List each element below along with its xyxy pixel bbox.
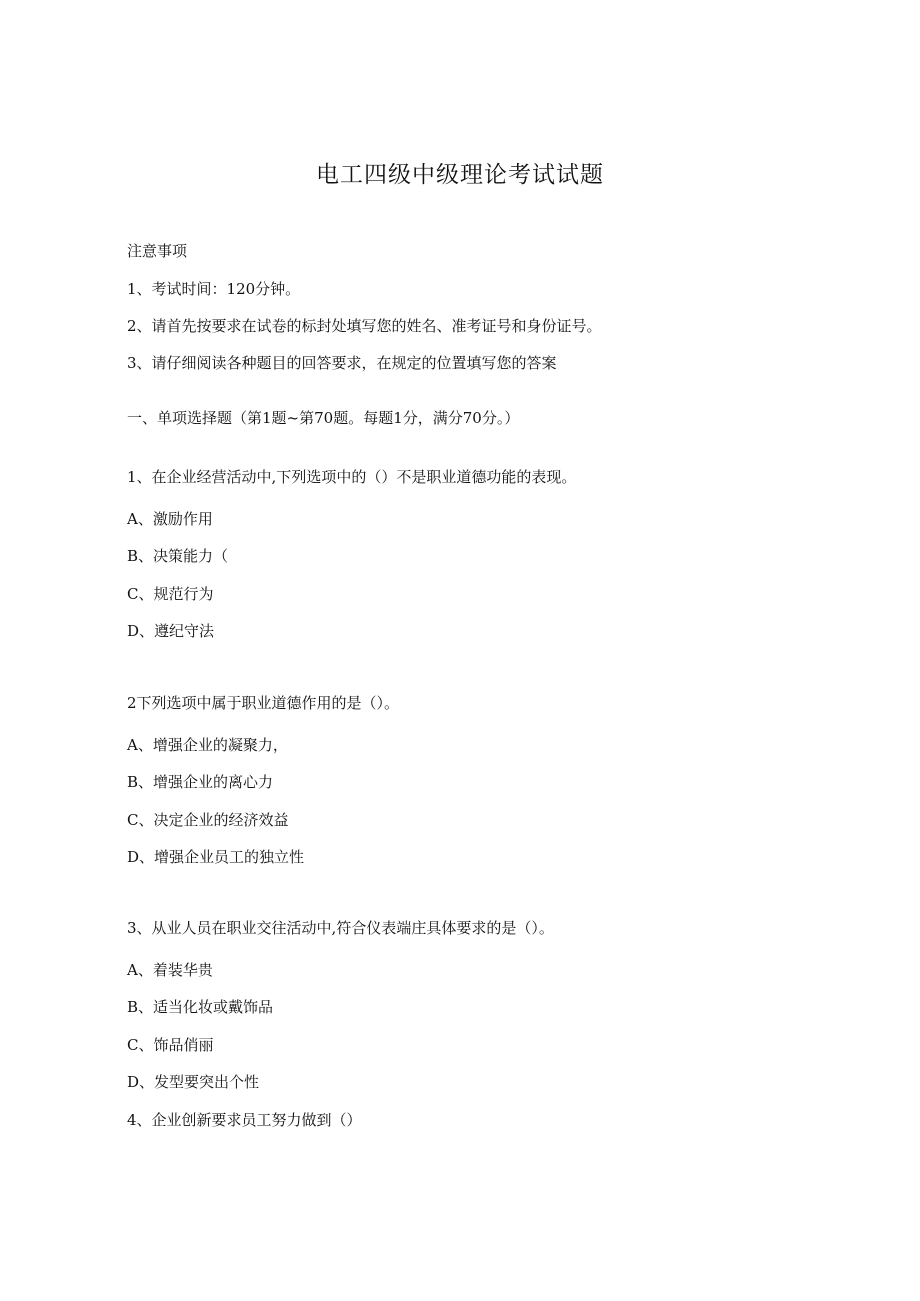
question-1-option-d: D、遵纪守法 xyxy=(127,622,215,640)
notice-item-read-carefully: 3、请仔细阅读各种题目的回答要求，在规定的位置填写您的答案 xyxy=(127,354,557,372)
question-3-option-d: D、发型要突出个性 xyxy=(127,1073,260,1091)
question-3-option-a: A、着装华贵 xyxy=(127,961,213,979)
question-4-stem: 4、企业创新要求员工努力做到（） xyxy=(127,1111,362,1129)
question-3-option-c: C、饰品俏丽 xyxy=(127,1036,214,1054)
question-1-option-a: A、激励作用 xyxy=(127,510,213,528)
notice-item-fill-info: 2、请首先按要求在试卷的标封处填写您的姓名、准考证号和身份证号。 xyxy=(127,317,602,335)
question-1-stem: 1、在企业经营活动中,下列选项中的（）不是职业道德功能的表现。 xyxy=(127,468,577,486)
question-1-option-b: B、决策能力（ xyxy=(127,547,229,565)
question-2-stem: 2下列选项中属于职业道德作用的是（）。 xyxy=(127,694,400,712)
question-1-option-c: C、规范行为 xyxy=(127,585,214,603)
question-2-option-d: D、增强企业员工的独立性 xyxy=(127,848,305,866)
section-heading: 一、单项选择题（第1题~第70题。每题1分，满分70分。） xyxy=(127,409,520,427)
question-2-option-b: B、增强企业的离心力 xyxy=(127,773,274,791)
question-2-option-c: C、决定企业的经济效益 xyxy=(127,811,289,829)
question-3-option-b: B、适当化妆或戴饰品 xyxy=(127,998,274,1016)
question-2-option-a: A、增强企业的凝聚力， xyxy=(127,736,288,754)
notice-item-time: 1、考试时间：120分钟。 xyxy=(127,280,301,298)
question-3-stem: 3、从业人员在职业交往活动中,符合仪表端庄具体要求的是（）。 xyxy=(127,919,554,937)
notice-heading: 注意事项 xyxy=(127,242,188,260)
document-title: 电工四级中级理论考试试题 xyxy=(316,162,604,188)
